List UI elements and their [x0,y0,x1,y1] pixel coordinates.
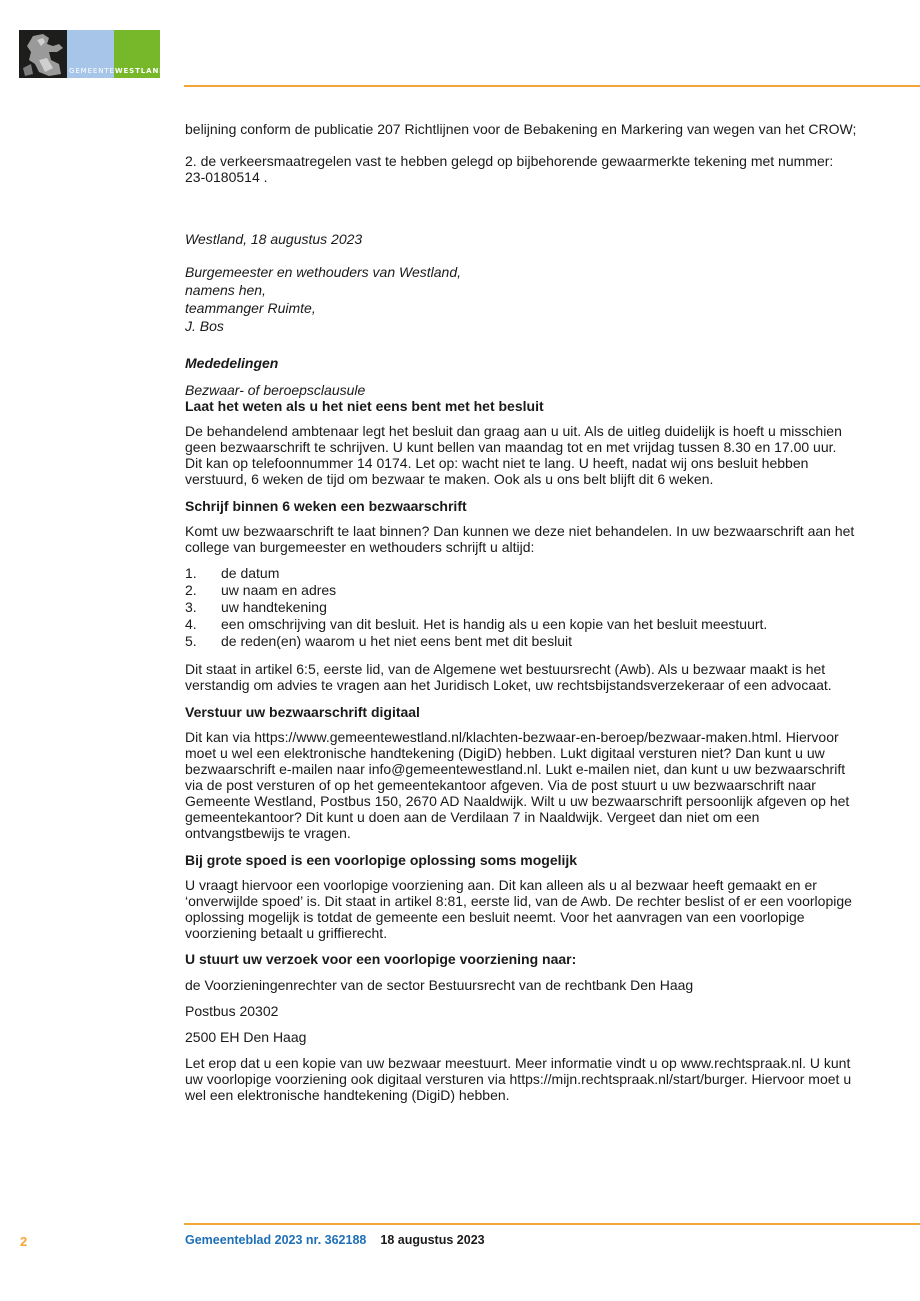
logo-figure-icon [19,30,67,78]
signature-line-2: namens hen, [185,282,266,298]
heading-verzoek-naar: U stuurt uw verzoek voor een voorlopige voorziening naar: [185,951,577,967]
footer-date: 18 augustus 2023 [380,1233,485,1247]
mededelingen-heading: Mededelingen [185,355,279,371]
address-rechter: de Voorzieningenrechter van de sector Bestuursrecht van de rechtbank Den Haag [185,977,694,993]
paragraph-voorlopige-voorziening: U vraagt hiervoor een voorlopige voorziening aan. Dit kan alleen als u al bezwaar heeft gemaakt en er ‘onverwijlde spoed’ is. Dit staat in artikel 8:81, eerste lid, van de Awb. De rechter beslist of er een voorlopige oplossing mogelijk is totdat de gemeente een besluit neemt. Voor het aanvragen van een voorlopige voorziening betaalt u griffierecht. [185,877,852,941]
paragraph-kopie-bezwaar: Let erop dat u een kopie van uw bezwaar meestuurt. Meer informatie vindt u op www.rechtspraak.nl. U kunt uw voorlopige voorziening ook digitaal versturen via https://mijn.rechtspraak.nl/start/burger. Hiervoor moet u wel een elektronische handtekening (DigiD) hebben. [185,1055,852,1103]
footer-rule [184,1223,920,1225]
heading-niet-eens: Laat het weten als u het niet eens bent met het besluit [185,398,544,414]
heading-grote-spoed: Bij grote spoed is een voorlopige oplossing soms mogelijk [185,852,578,868]
heading-digitaal: Verstuur uw bezwaarschrift digitaal [185,704,420,720]
footer-publication: Gemeenteblad 2023 nr. 362188 [185,1233,367,1247]
list-item: 5. de reden(en) waarom u het niet eens bent met dit besluit [185,633,572,649]
list-item: 3. uw handtekening [185,599,327,615]
footer-publication-info [185,1233,485,1247]
signature-line-4: J. Bos [185,318,224,334]
page-number: 2 [20,1234,28,1249]
list-item: 4. een omschrijving van dit besluit. Het is handig als u een kopie van het besluit meestuurt. [185,616,768,632]
list-item: 1. de datum [185,565,280,581]
paragraph-behandelend-ambtenaar: De behandelend ambtenaar legt het besluit dan graag aan u uit. Als de uitleg duidelijk is hoeft u misschien geen bezwaarschrift te schrijven. U kunt bellen van maandag tot en met vrijdag tussen 8.30 en 17.00 uur. Dit kan op telefoonnummer 14 0174. Let op: wacht niet te lang. U heeft, nadat wij ons besluit hebben verstuurd, 6 weken de tijd om bezwaar te maken. Ook als u ons belt blijft dit 6 weken. [185,423,842,487]
paragraph-digitaal: Dit kan via https://www.gemeentewestland.nl/klachten-bezwaar-en-beroep/bezwaar-maken.html. Hiervoor moet u wel een elektronische handtekening (DigiD) hebben. Lukt digitaal versturen niet? Dan kunt u uw bezwaarschrift e-mailen naar info@gemeentewestland.nl. Lukt e-mailen niet, dan kunt u uw bezwaarschrift via de post versturen of op het gemeentekantoor afgeven. Via de post stuurt u uw bezwaarschrift naar Gemeente Westland, Postbus 150, 2670 AD Naaldwijk. Wilt u uw bezwaarschrift persoonlijk afgeven op het gemeentekantoor? Dit kunt u doen aan de Verdilaan 7 in Naaldwijk. Vergeet dan niet om een ontvangstbewijs te vragen. [185,729,850,841]
paragraph-te-laat: Komt uw bezwaarschrift te laat binnen? Dan kunnen we deze niet behandelen. In uw bezwaarschrift aan het college van burgemeester en wethouders schrijft u altijd: [185,523,855,555]
signature-line-1: Burgemeester en wethouders van Westland, [185,264,462,280]
address-postcode: 2500 EH Den Haag [185,1029,307,1045]
document-body [185,121,857,1103]
paragraph-artikel-6-5: Dit staat in artikel 6:5, eerste lid, van de Algemene wet bestuursrecht (Awb). Als u bezwaar maakt is het verstandig om advies te vragen aan het Juridisch Loket, uw rechtsbijstandsverzekeraar of een advocaat. [185,661,832,693]
address-postbus: Postbus 20302 [185,1003,279,1019]
signature-line-3: teammanger Ruimte, [185,300,316,316]
list-item: 2. uw naam en adres [185,582,337,598]
date-line: Westland, 18 augustus 2023 [185,231,363,247]
heading-binnen-6-weken: Schrijf binnen 6 weken een bezwaarschrift [185,498,467,514]
gemeente-westland-logo [19,30,166,78]
clause-label: Bezwaar- of beroepsclausule [185,382,366,398]
paragraph-verkeersmaatregelen: 2. de verkeersmaatregelen vast te hebben gelegd op bijbehorende gewaarmerkte tekening met nummer: 23-0180514 . [185,153,834,185]
header-rule [184,85,920,87]
paragraph-belijning: belijning conform de publicatie 207 Richtlijnen voor de Bebakening en Markering van wegen van het CROW; [185,121,857,137]
requirements-list [185,565,857,650]
logo-text: GEMEENTEWESTLAND [69,67,166,75]
